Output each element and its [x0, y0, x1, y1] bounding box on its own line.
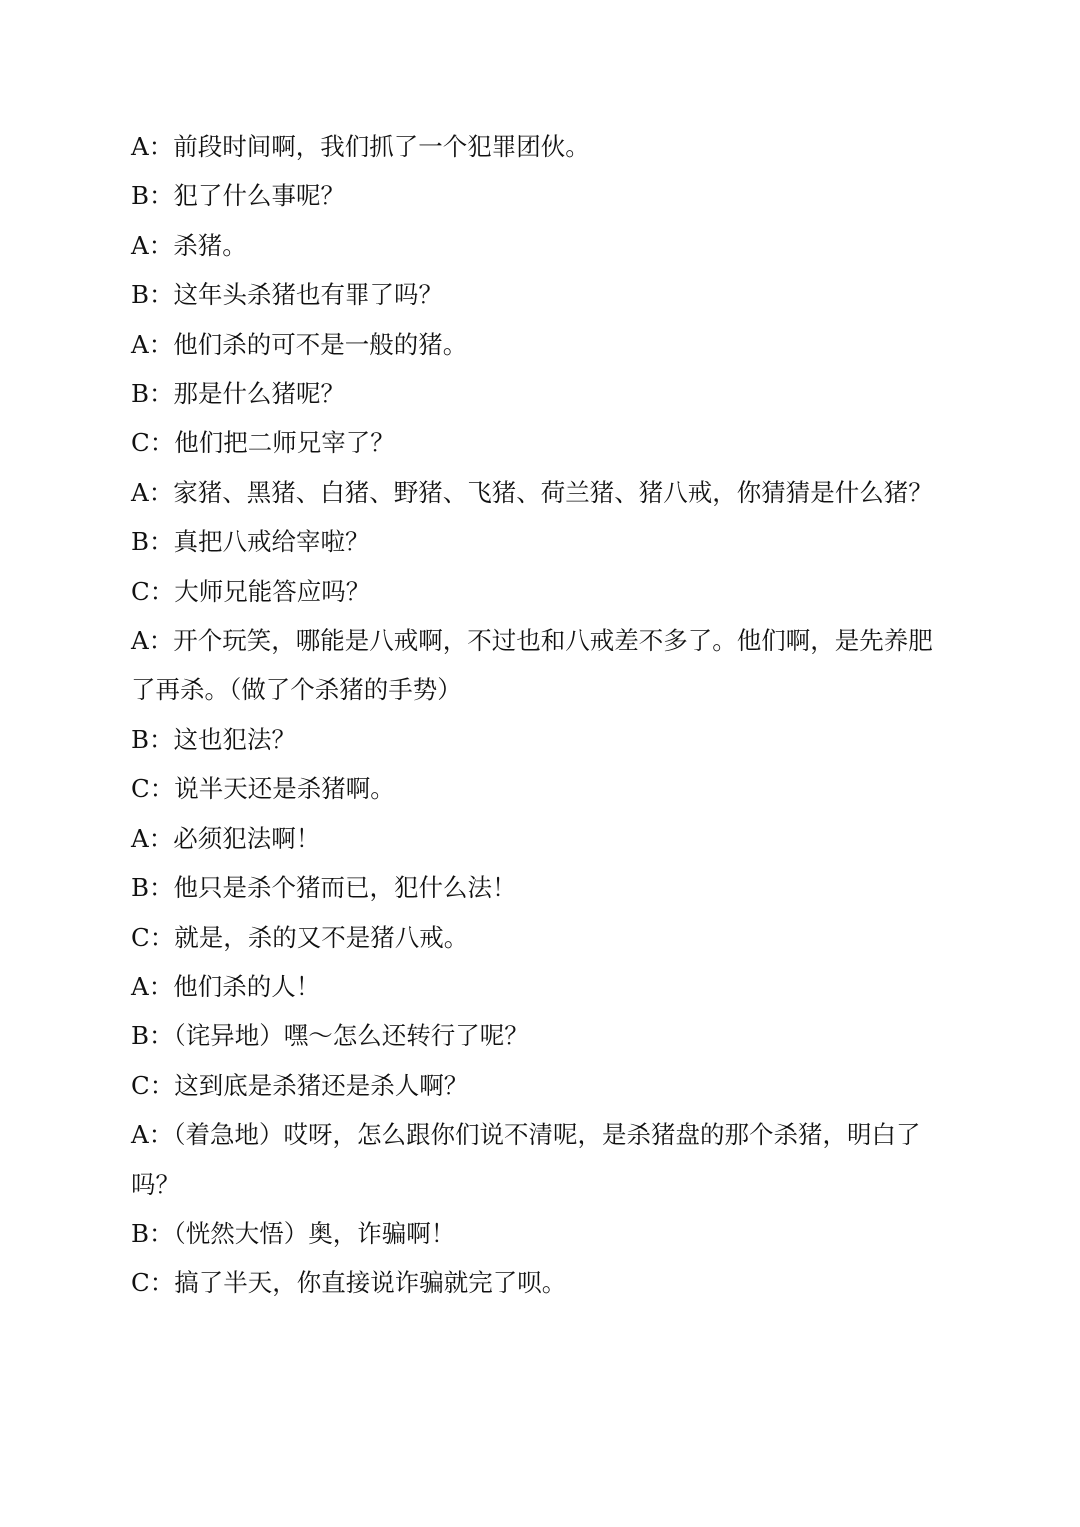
dialogue-line: C：大师兄能答应吗？	[131, 576, 371, 606]
dialogue-line: A：必须犯法啊！	[131, 823, 321, 853]
dialogue-line: C：他们把二师兄宰了？	[131, 428, 395, 458]
dialogue-line: A：前段时间啊，我们抓了一个犯罪团伙。	[131, 132, 590, 161]
dialogue-line: A：开个玩笑，哪能是八戒啊，不过也和八戒差不多了。他们啊，是先养肥了再杀。（做了个杀猪的手势）	[131, 626, 933, 705]
dialogue-line: A：他们杀的人！	[131, 971, 321, 1001]
dialogue-line: B：这也犯法？	[131, 724, 297, 754]
dialogue-line: C：就是，杀的又不是猪八戒。	[131, 922, 469, 952]
dialogue-line: A：家猪、黑猪、白猪、野猪、飞猪、荷兰猪、猪八戒，你猜猜是什么猪？	[131, 477, 933, 507]
dialogue-line: B：（恍然大悟）奥，诈骗啊！	[131, 1218, 456, 1248]
dialogue-line: A：（着急地）哎呀，怎么跟你们说不清呢，是杀猪盘的那个杀猪，明白了吗？	[131, 1120, 921, 1199]
dialogue-line: B：真把八戒给宰啦？	[131, 527, 370, 557]
dialogue-line: A：杀猪。	[131, 230, 247, 260]
dialogue-line: B：犯了什么事呢？	[131, 181, 346, 211]
dialogue-line: B：他只是杀个猪而已，犯什么法！	[131, 873, 517, 903]
dialogue-line: C：搞了半天，你直接说诈骗就完了呗。	[131, 1268, 567, 1298]
dialogue-line: C：这到底是杀猪还是杀人啊？	[131, 1070, 469, 1100]
dialogue-line: A：他们杀的可不是一般的猪。	[131, 329, 468, 359]
dialogue-line: B：（诧异地）嘿～怎么还转行了呢？	[131, 1021, 529, 1051]
dialogue-line: B：这年头杀猪也有罪了吗？	[131, 280, 444, 310]
dialogue-line: B：那是什么猪呢？	[131, 379, 346, 409]
dialogue-script	[131, 122, 941, 1308]
dialogue-line: C：说半天还是杀猪啊。	[131, 774, 395, 804]
